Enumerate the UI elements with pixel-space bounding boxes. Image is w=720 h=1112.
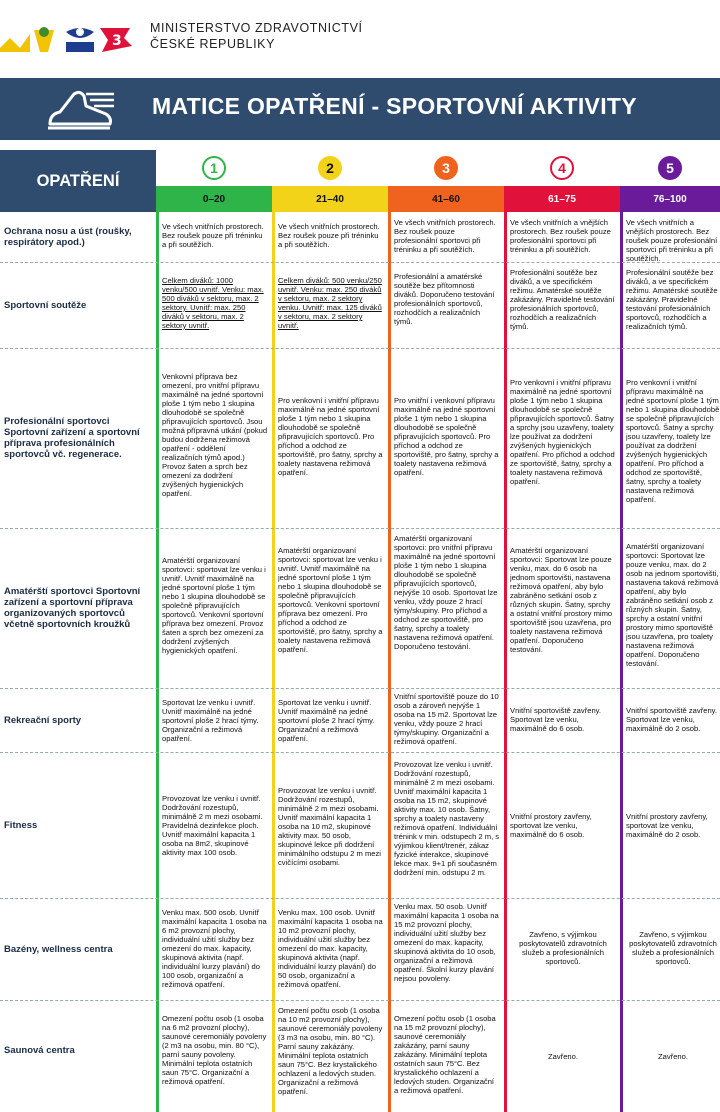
cell-rekreacni-5: Vnitřní sportoviště zavřeny. Sportovat lze venku, maximálně do 2 osob. bbox=[626, 706, 718, 733]
cell-amaterske-1: Amatérští organizovaní sportovci: sportovat lze venku i uvnitř. Uvnitř maximálně na jedné sportovní ploše 1 tým nebo 1 skupina dlouhodobě se společně připravujících sportovců. Venkovní sportovní příprava bez omezení. Provoz šaten a sprch bez omezení za dodržení zvýšených hygienických opatření. bbox=[162, 556, 266, 655]
cell-bazeny-3: Venku max. 50 osob. Uvnitř maximální kapacita 1 osoba na 15 m2 provozní plochy, individuální užití služby bez omezení do max. kapacity, skupinová aktivita do 10 osob, organizační a režimová opatření. Školní kurzy plavání nejsou povoleny. bbox=[394, 902, 499, 983]
cell-ochrana-2: Ve všech vnitřních prostorech. Bez roušek pouze při tréninku a při soutěžích. bbox=[278, 222, 380, 249]
cell-profesionalni-2: Pro venkovní i vnitřní přípravu maximálně na jedné sportovní ploše 1 tým nebo 1 skupina dlouhodobě se společně připravujících sportovců. Pro příchod a odchod ze sportoviště, pro šatny, sprchy a toalety nastavena režimová opatření. bbox=[278, 396, 383, 477]
cell-rekreacni-2: Sportovat lze venku i uvnitř. Uvnitř maximálně na jedné sportovní ploše 2 hrací týmy. Organizační a režimová opatření. bbox=[278, 698, 375, 743]
cell-ochrana-3: Ve všech vnitřních prostorech. Bez roušek pouze profesionální sportovci při tréninku a při soutěžích. bbox=[394, 218, 496, 254]
level-range-2: 21–40 bbox=[272, 186, 388, 212]
cell-fitness-3: Provozovat lze venku i uvnitř. Dodržování rozestupů, minimálně 2 m mezi osobami. Uvnitř maximální kapacita 1 osoba na 15 m2, skupinové aktivity max. 10 osob. Šatny, sprchy a toalety nastaveny režimová opatření. Individuální trénink v min. odstupech 2 m, s výjimkou klient/trenér, zákaz fyzické interakce, skupinové lekce max. 9+1 při současném dodržení min. odstupu 2 m. bbox=[394, 760, 500, 877]
level-number-area-2 bbox=[272, 150, 388, 186]
svg-text:3: 3 bbox=[112, 33, 122, 49]
cell-profesionalni-5: Pro venkovní i vnitřní přípravu maximálně na jedné sportovní ploše 1 tým nebo 1 skupina dlouhodobě se společně připravujících sportovců. Šatny a sprchy jsou uzavřeny, toalety lze používat za dodržení zvýšených hygienických opatření. Pro příchod a odchod ze sportoviště, šatny, sprchy a toalety nastavena režimová opatření. bbox=[626, 378, 720, 504]
opatreni-header: OPATŘENÍ bbox=[0, 150, 156, 212]
cell-profesionalni-1: Venkovní příprava bez omezení, pro vnitřní přípravu maximálně na jedné sportovní ploše 1 tým nebo 1 skupina dlouhodobě se společně připravujících sportovců. Jsou možná přípravná utkání (pokud budou dodržena režimová opatření - oddělení realizačních týmů apod.) Provoz šaten a sprch bez omezení za dodržení zvýšených hygienických opatření. bbox=[162, 372, 268, 498]
cell-fitness-5: Vnitřní prostory zavřeny, sportovat lze venku, maximálně do 2 osob. bbox=[626, 812, 708, 839]
page-title: MATICE OPATŘENÍ - SPORTOVNÍ AKTIVITY bbox=[152, 93, 637, 119]
level-line-4 bbox=[504, 212, 507, 1112]
level-badge-3: 3 bbox=[434, 156, 458, 180]
cell-souteze-5: Profesionální soutěže bez diváků, a ve specifickém režimu. Amatérské soutěže zakázány. Pravidelné testování profesionálních sportovců, rozhodčích a realizačních týmů. bbox=[626, 268, 718, 331]
level-number-area-1 bbox=[156, 150, 272, 186]
cell-ochrana-1: Ve všech vnitřních prostorech. Bez roušek pouze při tréninku a při soutěžích. bbox=[162, 222, 264, 249]
cell-profesionalni-3: Pro vnitřní i venkovní přípravu maximálně na jedné sportovní ploše 1 tým nebo 1 skupina dlouhodobě se společně připravujících sportovců. Pro příchod a odchod ze sportoviště, pro šatny, sprchy a toalety nastavena režimová opatření. bbox=[394, 396, 499, 477]
level-line-3 bbox=[388, 212, 391, 1112]
row-label-fitness: Fitness bbox=[4, 819, 38, 831]
running-shoe-icon bbox=[40, 84, 116, 136]
level-line-1 bbox=[156, 212, 159, 1112]
cell-bazeny-4: Zavřeno, s výjimkou poskytovatelů zdravotních služeb a profesionálních sportovců. bbox=[519, 930, 607, 966]
level-badge-4: 4 bbox=[550, 156, 574, 180]
cell-saunova-5: Zavřeno. bbox=[658, 1052, 688, 1061]
header bbox=[0, 0, 720, 78]
row-label-profesionalni: Profesionální sportovci Sportovní zařízení a sportovní příprava profesionálních sportovců vč. regenerace. bbox=[4, 416, 140, 460]
level-range-1: 0–20 bbox=[156, 186, 272, 212]
cell-amaterske-2: Amatérští organizovaní sportovci: sportovat lze venku i uvnitř. Uvnitř maximálně na jedné sportovní ploše 1 tým nebo 1 skupina dlouhodobě se společně připravujících sportovců. Venkovní sportovní příprava bez omezení. Pro příchod a odchod ze sportoviště, pro šatny, sprchy a toalety nastavena režimová opatření. bbox=[278, 546, 383, 654]
row-label-souteze: Sportovní soutěže bbox=[4, 299, 87, 311]
ministry-logo bbox=[0, 18, 140, 58]
level-badge-5: 5 bbox=[658, 156, 682, 180]
level-range-3: 41–60 bbox=[388, 186, 504, 212]
cell-amaterske-5: Amatérští organizovaní sportovci: Sportovat lze pouze venku, max. do 2 osob na jednom sportovišti, nastavena taková režimová opatření, aby bylo zabráněno setkání osob z různých skupin. Šatny, sprchy a ostatní vnitřní prostory mimo sportoviště jsou uzavřena, pro toalety nastavena režimová opatření. Doporučeno testování. bbox=[626, 542, 719, 668]
cell-saunova-4: Zavřeno. bbox=[548, 1052, 578, 1061]
level-number-area-4 bbox=[504, 150, 620, 186]
row-label-amaterske: Amatérští sportovci Sportovní zařízení a sportovní příprava organizovaných sportovců včetně sportovních kroužků bbox=[4, 586, 141, 630]
cell-bazeny-5: Zavřeno, s výjimkou poskytovatelů zdravotních služeb a profesionálních sportovců. bbox=[629, 930, 717, 966]
cell-amaterske-4: Amatérští organizovaní sportovci: Sportovat lze pouze venku, max. do 6 osob na jednom sportovišti, nastavena režimová opatření, aby bylo zabráněno setkání osob z různých skupin. Šatny, sprchy a ostatní vnitřní prostory mimo sportoviště jsou uzavřena, pro toalety nastavena režimová opatření. Doporučeno testování. bbox=[510, 546, 613, 654]
cell-rekreacni-1: Sportovat lze venku i uvnitř. Uvnitř maximálně na jedné sportovní ploše 2 hrací týmy. Organizační a režimová opatření. bbox=[162, 698, 259, 743]
cell-bazeny-2: Venku max. 100 osob. Uvnitř maximální kapacita 1 osoba na 10 m2 provozní plochy, individuální užití služby bez omezení do max. kapacity, skupinová aktivita (např. individuální kurzy plavání) do 50 osob, organizační a režimová opatření. bbox=[278, 908, 383, 989]
row-label-bazeny: Bazény, wellness centra bbox=[4, 943, 113, 955]
cell-bazeny-1: Venku max. 500 osob. Uvnitř maximální kapacita 1 osoba na 6 m2 provozní plochy, individuální užití služby bez omezení do max. kapacity, skupinová aktivita (např. individuální kurzy plavání) do 100 osob, organizační a režimová opatření. bbox=[162, 908, 267, 989]
cell-saunova-1: Omezení počtu osob (1 osoba na 6 m2 provozní plochy), saunové ceremoniály povoleny (2 m3 na osobu, min. 80 °C), parní sauny povoleny. Minimální teplota ostatních saun 75°C. Organizační a režimová opatření. bbox=[162, 1014, 267, 1086]
cell-amaterske-3: Amatérští organizovaní sportovci: pro vnitřní přípravu maximálně na jedné sportovní ploše 1 tým nebo 1 skupina dlouhodobě se společně připravujících sportovců, nejvýše 10 osob. Sportovat lze venku, vždy pouze 2 hrací týmy/skupiny. Pro příchod a odchod ze sportoviště, pro šatny, sprchy a toalety nastavena režimová opatření. Doporučeno testování. bbox=[394, 534, 498, 651]
cell-fitness-1: Provozovat lze venku i uvnitř. Dodržování rozestupů, minimálně 2 m mezi osobami. Pravidelná dezinfekce ploch. Uvnitř maximální kapacita 1 osoba na 8m2, skupinové aktivity max 100 osob. bbox=[162, 794, 263, 857]
level-line-5 bbox=[620, 212, 623, 1112]
ministry-name bbox=[150, 20, 363, 52]
level-badge-2: 2 bbox=[318, 156, 342, 180]
level-number-area-3 bbox=[388, 150, 504, 186]
cell-souteze-4: Profesionální soutěže bez diváků, a ve specifickém režimu. Amatérské soutěže zakázány. Pravidelné testování profesionálních sportovců, rozhodčích a realizačních týmů. bbox=[510, 268, 615, 331]
row-label-saunova: Saunová centra bbox=[4, 1044, 75, 1056]
cell-ochrana-5: Ve všech vnitřních a vnějších prostorech. Bez roušek pouze profesionální sportovci při tréninku a při soutěžích. bbox=[626, 218, 718, 262]
level-number-area-5 bbox=[620, 150, 720, 186]
cell-profesionalni-4: Pro venkovní i vnitřní přípravu maximálně na jedné sportovní ploše 1 tým nebo 1 skupina dlouhodobě se společně připravujících sportovců. Šatny a sprchy jsou uzavřeny, toalety lze používat za dodržení zvýšených hygienických opatření. Pro příchod a odchod ze sportoviště, šatny, sprchy a toalety nastavena režimová opatření. bbox=[510, 378, 615, 486]
level-range-5: 76–100 bbox=[620, 186, 720, 212]
ministry-line1: MINISTERSTVO ZDRAVOTNICTVÍ bbox=[150, 21, 363, 35]
cell-saunova-2: Omezení počtu osob (1 osoba na 10 m2 provozní plochy), saunové ceremoniály povoleny (3 m3 na osobu, min. 80 °C). Parní sauny zakázány. Minimální teplota ostatních saun 75°C. Bez krystalického ochlazení a ledových studen. Organizační a režimová opatření. bbox=[278, 1006, 383, 1096]
cell-souteze-1: Celkem diváků: 1000 venku/500 uvnitř. Venku: max. 500 diváků v sektoru, max. 2 sektory. Uvnitř: max. 250 diváků v sektoru, max. 2 sektory uvnitř. bbox=[162, 276, 264, 330]
level-range-4: 61–75 bbox=[504, 186, 620, 212]
ministry-line2: ČESKÉ REPUBLIKY bbox=[150, 37, 276, 51]
cell-souteze-2: Celkem diváků: 500 venku/250 uvnitř. Venku: max. 250 diváků v sektoru, max. 2 sektory venku. Uvnitř: max. 125 diváků v sektoru, max. 2 sektory uvnitř. bbox=[278, 276, 382, 330]
cell-fitness-2: Provozovat lze venku i uvnitř. Dodržování rozestupů, minimálně 2 m mezi osobami. Uvnitř maximální kapacita 1 osoba na 10 m2, skupinové aktivity max. 50 osob, skupinové lekce při dodržení minimálního odstupu 2 m mezi cvičícími osobami. bbox=[278, 786, 381, 867]
cell-souteze-3: Profesionální a amatérské soutěže bez přítomnosti diváků. Doporučeno testování profesionálních sportovců, rozhodčích a realizačních týmů. bbox=[394, 272, 495, 326]
row-label-rekreacni: Rekreační sporty bbox=[4, 714, 82, 726]
cell-saunova-3: Omezení počtu osob (1 osoba na 15 m2 provozní plochy), saunové ceremoniály zakázány, parní sauny zakázány. Minimální teplota ostatních saun 75°C. Bez krystalického ochlazení a ledových studen. Organizační a režimová opatření. bbox=[394, 1014, 496, 1095]
cell-ochrana-4: Ve všech vnitřních a vnějších prostorech. Bez roušek pouze profesionální sportovci při tréninku a při soutěžích. bbox=[510, 218, 611, 254]
level-line-2 bbox=[272, 212, 275, 1112]
cell-rekreacni-3: Vnitřní sportoviště pouze do 10 osob a zároveň nejvýše 1 osoba na 15 m2. Sportovat lze venku, vždy pouze 2 hrací týmy/skupiny. Organizační a režimová opatření. bbox=[394, 692, 499, 746]
row-label-ochrana: Ochrana nosu a úst (roušky, respirátory apod.) bbox=[4, 226, 132, 248]
cell-rekreacni-4: Vnitřní sportoviště zavřeny. Sportovat lze venku, maximálně do 6 osob. bbox=[510, 706, 602, 733]
cell-fitness-4: Vnitřní prostory zavřeny, sportovat lze venku, maximálně do 6 osob. bbox=[510, 812, 592, 839]
level-badge-1: 1 bbox=[202, 156, 226, 180]
